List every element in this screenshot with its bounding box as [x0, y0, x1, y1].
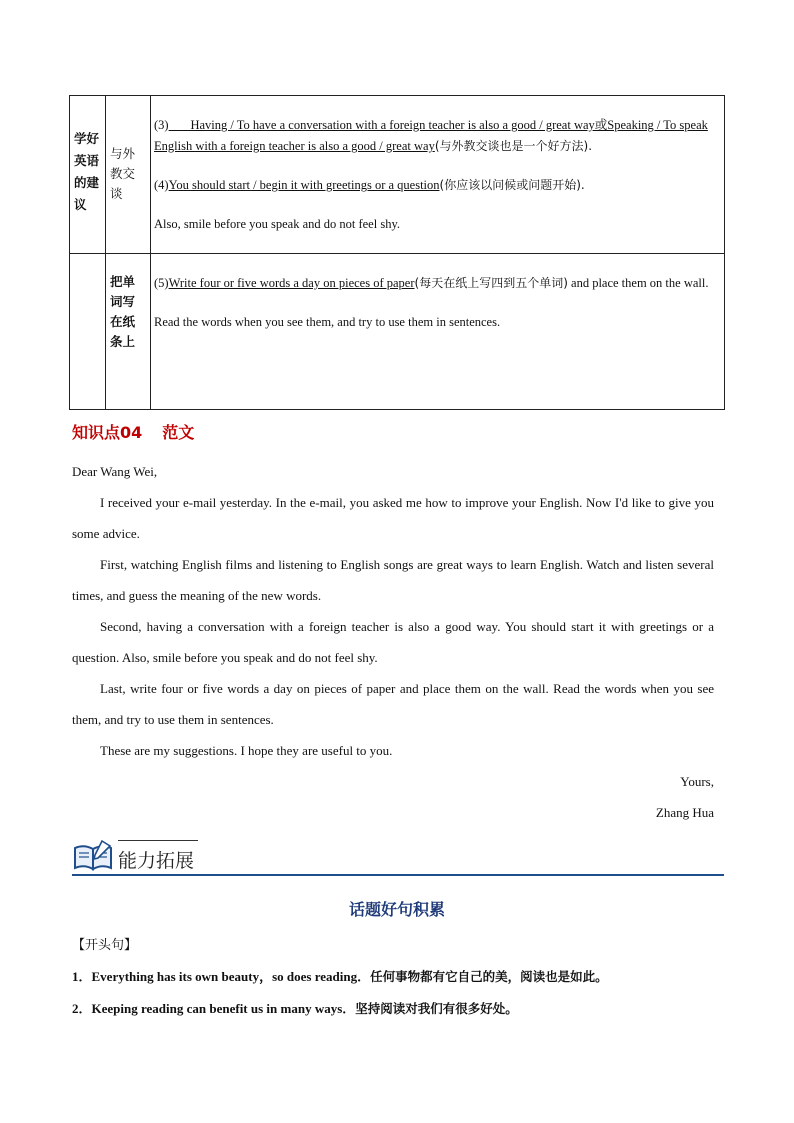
item-3: (3) Having / To have a conversation with a foreign teacher is also a good / great way或Speaking / To speak English with a foreign teacher is also a good / great way(与外教交谈也是一个好方法). — [154, 118, 708, 153]
topic-label: 把单词写在纸条上 — [110, 274, 136, 349]
list-item: 1．Everything has its own beauty，so does reading．任何事物都有它自己的美，阅读也是如此。 — [72, 969, 608, 984]
item-5: (5)Write four or five words a day on pieces of paper(每天在纸上写四到五个单词) and place them on the wall. — [154, 276, 709, 290]
topic-label: 与外教交谈 — [110, 146, 136, 201]
banner-top-rule — [118, 840, 198, 841]
letter-paragraph: These are my suggestions. I hope they are useful to you. — [100, 743, 393, 758]
letter-signature: Zhang Hua — [655, 805, 714, 820]
section-banner — [72, 838, 724, 878]
table-row — [70, 254, 725, 410]
content-cell — [151, 254, 725, 410]
topic-cell — [106, 254, 151, 410]
table-row — [70, 96, 725, 254]
category-cell — [70, 96, 106, 254]
section-title: 能力拓展 — [118, 850, 195, 872]
list-item: 2．Keeping reading can benefit us in many ways．坚持阅读对我们有很多好处。 — [72, 1001, 518, 1016]
content-cell — [151, 96, 725, 254]
letter-paragraph: Last, write four or five words a day on pieces of paper and place them on the wall. Read the words when you see them, and try to use them in sentences. — [72, 681, 714, 727]
category-cell-empty — [70, 254, 106, 410]
letter-paragraph: I received your e-mail yesterday. In the e-mail, you asked me how to improve your English. Now I'd like to give you some advice. — [72, 495, 714, 541]
letter-paragraph: Second, having a conversation with a foreign teacher is also a good way. You should start it with greetings or a question. Also, smile before you speak and do not feel shy. — [72, 619, 714, 665]
tip-line: Also, smile before you speak and do not feel shy. — [154, 217, 401, 231]
open-book-icon — [72, 838, 114, 879]
letter-closing: Yours, — [680, 774, 714, 789]
item-4: (4)You should start / begin it with greetings or a question(你应该以问候或问题开始). — [154, 178, 585, 192]
letter-greeting: Dear Wang Wei, — [72, 464, 158, 479]
answer-4: You should start / begin it with greetings or a question — [168, 178, 440, 192]
answer-5: Write four or five words a day on pieces of paper — [168, 276, 415, 290]
topic-cell — [106, 96, 151, 254]
answer-3: Having / To have a conversation with a foreign teacher is also a good / great way或Speaking / To speak English with a foreign teacher is also a good / great way — [154, 118, 708, 153]
banner-rule — [72, 874, 724, 876]
sentences-subhead: 【开头句】 — [72, 938, 138, 953]
sentences-title: 话题好句积累 — [348, 900, 445, 919]
category-label: 学好英语的建议 — [74, 131, 100, 212]
knowledge-point-heading: 知识点04 范文 — [72, 423, 195, 442]
letter-paragraph: First, watching English films and listening to English songs are great ways to learn English. Watch and listen several times, and guess the meaning of the new words. — [72, 557, 714, 603]
tip-line: Read the words when you see them, and try to use them in sentences. — [154, 315, 501, 329]
advice-table — [69, 95, 725, 410]
sample-letter — [72, 456, 714, 828]
